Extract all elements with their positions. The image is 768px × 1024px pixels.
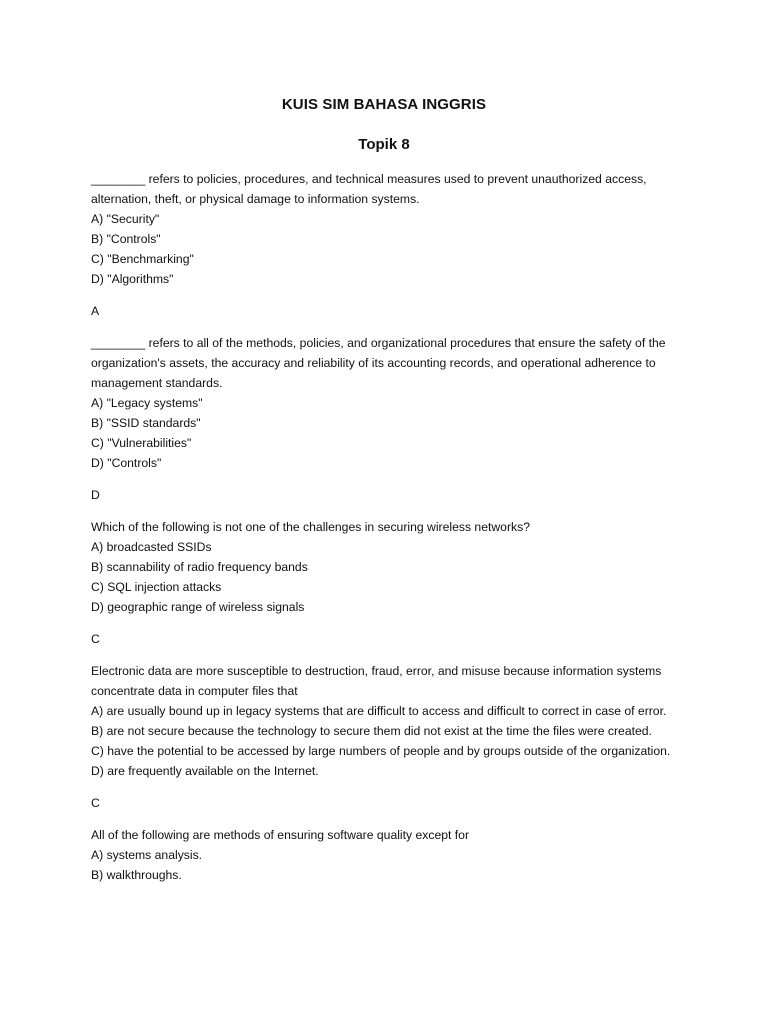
answer-option: B) walkthroughs. xyxy=(91,868,182,882)
answer-option: C) "Benchmarking" xyxy=(91,252,194,266)
question-block xyxy=(91,169,691,321)
question-block xyxy=(91,661,691,813)
answer-option: C) SQL injection attacks xyxy=(91,580,222,594)
question-text: ________ refers to all of the methods, policies, and organizational procedures that ensure the safety of the organization's assets, the accuracy and reliability of its accounting records, and operational adherence to management standards. xyxy=(91,336,666,390)
answer-option: B) "SSID standards" xyxy=(91,416,201,430)
answer-option: B) "Controls" xyxy=(91,232,161,246)
answer-key: C xyxy=(91,796,100,810)
answer-key: A xyxy=(91,304,100,318)
answer-option: A) "Security" xyxy=(91,212,160,226)
answer-option: D) are frequently available on the Internet. xyxy=(91,764,319,778)
answer-option: B) are not secure because the technology to secure them did not exist at the time the files were created. xyxy=(91,724,652,738)
question-text: All of the following are methods of ensuring software quality except for xyxy=(91,828,470,842)
answer-option: C) have the potential to be accessed by large numbers of people and by groups outside of the organization. xyxy=(91,744,671,758)
question-block xyxy=(91,517,691,649)
answer-option: D) "Controls" xyxy=(91,456,162,470)
document-subtitle: Topik 8 xyxy=(358,136,410,153)
question-text: ________ refers to policies, procedures, and technical measures used to prevent unauthorized access, alternation, theft, or physical damage to information systems. xyxy=(91,172,647,206)
question-list xyxy=(91,169,691,885)
answer-option: D) "Algorithms" xyxy=(91,272,174,286)
question-block xyxy=(91,333,691,505)
document-title: KUIS SIM BAHASA INGGRIS xyxy=(281,96,487,113)
answer-option: D) geographic range of wireless signals xyxy=(91,600,305,614)
answer-option: A) are usually bound up in legacy systems that are difficult to access and difficult to correct in case of error. xyxy=(91,704,667,718)
answer-option: A) "Legacy systems" xyxy=(91,396,203,410)
answer-key: C xyxy=(91,632,100,646)
question-block xyxy=(91,825,691,885)
answer-option: A) broadcasted SSIDs xyxy=(91,540,212,554)
question-text: Which of the following is not one of the challenges in securing wireless networks? xyxy=(91,520,530,534)
answer-key: D xyxy=(91,488,100,502)
question-text: Electronic data are more susceptible to destruction, fraud, error, and misuse because information systems concentrate data in computer files that xyxy=(91,664,662,698)
answer-option: C) "Vulnerabilities" xyxy=(91,436,192,450)
answer-option: B) scannability of radio frequency bands xyxy=(91,560,308,574)
answer-option: A) systems analysis. xyxy=(91,848,203,862)
